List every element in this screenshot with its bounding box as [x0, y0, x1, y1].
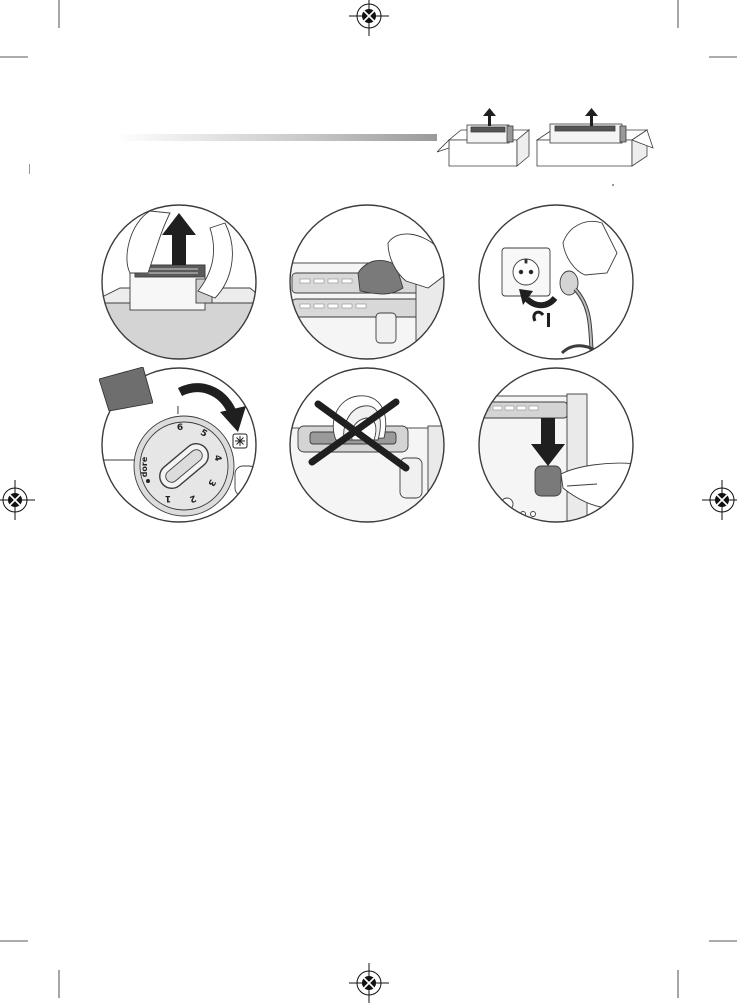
- step-marker-square: [99, 367, 153, 411]
- small-tick-mark: [29, 164, 30, 174]
- section-header-bar: [115, 134, 437, 141]
- dial-number-1: 1: [164, 493, 172, 503]
- panel-no-bread-first-use: [288, 366, 446, 524]
- plug-socket-icon: [477, 203, 635, 361]
- packaging-boxes-illustration: [437, 108, 657, 168]
- dial-number-2: 2: [188, 492, 198, 504]
- small-tick-mark: [612, 184, 614, 186]
- registration-mark-icon: [349, 963, 389, 1003]
- dial-tick: |: [176, 405, 180, 414]
- panel-plug-in: [477, 203, 635, 361]
- registration-mark-icon: [0, 480, 35, 520]
- registration-mark-icon: [349, 0, 389, 36]
- panel-press-lever: [477, 366, 635, 524]
- wipe-cloth-icon: [288, 203, 446, 361]
- panel-wipe-toaster: [288, 203, 446, 361]
- unpack-toaster-icon: [100, 203, 258, 361]
- dial-label-dore: dore: [140, 456, 149, 478]
- dial-number-3: 3: [205, 477, 218, 488]
- dial-number-4: 4: [211, 454, 223, 463]
- dial-number-5: 5: [198, 427, 209, 440]
- press-lever-icon: [477, 366, 635, 524]
- panel-unpack-toaster: [100, 203, 258, 361]
- no-bread-icon: [288, 366, 446, 524]
- registration-mark-icon: [702, 480, 737, 520]
- dial-number-6: 6: [176, 423, 184, 433]
- snowflake-icon: [235, 436, 245, 446]
